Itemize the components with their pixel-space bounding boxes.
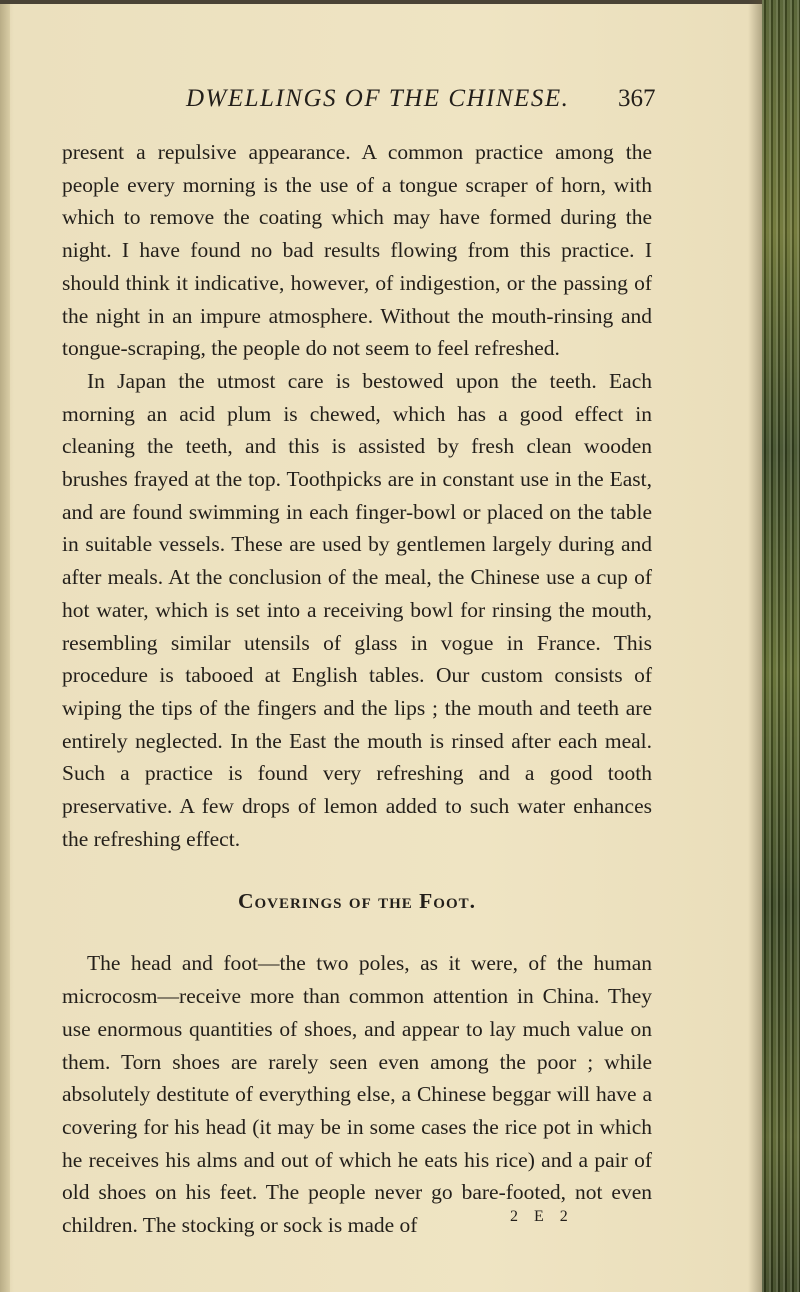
signature-mark: 2 E 2 xyxy=(510,1208,574,1225)
section-heading: Coverings of the Foot. xyxy=(237,889,477,914)
page-number: 367 xyxy=(618,85,656,112)
book-spine xyxy=(762,0,800,1292)
top-border xyxy=(0,0,770,4)
paragraph: The head and foot—the two poles, as it were, of the human microcosm—receive more than common attention in China. They use enormous quantities of shoes, and appear to lay much value on them. Torn shoes are rarely seen even among the poor ; while absolutely destitute of everything else, a Chinese beggar will have a covering for his head (it may be in some cases the rice pot in which he receives his alms and out of which he eats his rice) and a pair of old shoes on his feet. The people never go bare-footed, not even children. The stocking or sock is made of xyxy=(62,951,652,1238)
page-left-edge xyxy=(0,0,10,1292)
paragraph: present a repulsive appearance. A common practice among the people every morning is the use of a tongue scraper of horn, with which to remove the coating which may have formed during the night. I have found no bad results flowing from this practice. I should think it indicative, however, of indigestion, or the passing of the night in an impure atmosphere. Without the mouth-rinsing and tongue-scraping, the people do not seem to feel refreshed. xyxy=(62,140,652,361)
running-title: DWELLINGS OF THE CHINESE. xyxy=(186,85,570,112)
body-text xyxy=(62,136,652,1242)
page-header xyxy=(186,85,666,125)
paragraph: In Japan the utmost care is bestowed upon the teeth. Each morning an acid plum is chewed, which has a good effect in cleaning the teeth, and this is assisted by fresh clean wooden brushes frayed at the top. Toothpicks are in constant use in the East, and are found swimming in each finger-bowl or placed on the table in suitable vessels. These are used by gentlemen largely during and after meals. At the conclusion of the meal, the Chinese use a cup of hot water, which is set into a receiving bowl for rinsing the mouth, resembling similar utensils of glass in vogue in France. This procedure is tabooed at English tables. Our custom consists of wiping the tips of the fingers and the lips ; the mouth and teeth are entirely neglected. In the East the mouth is rinsed after each meal. Such a practice is found very refreshing and a good tooth preservative. A few drops of lemon added to such water enhances the refreshing effect. xyxy=(62,368,652,851)
